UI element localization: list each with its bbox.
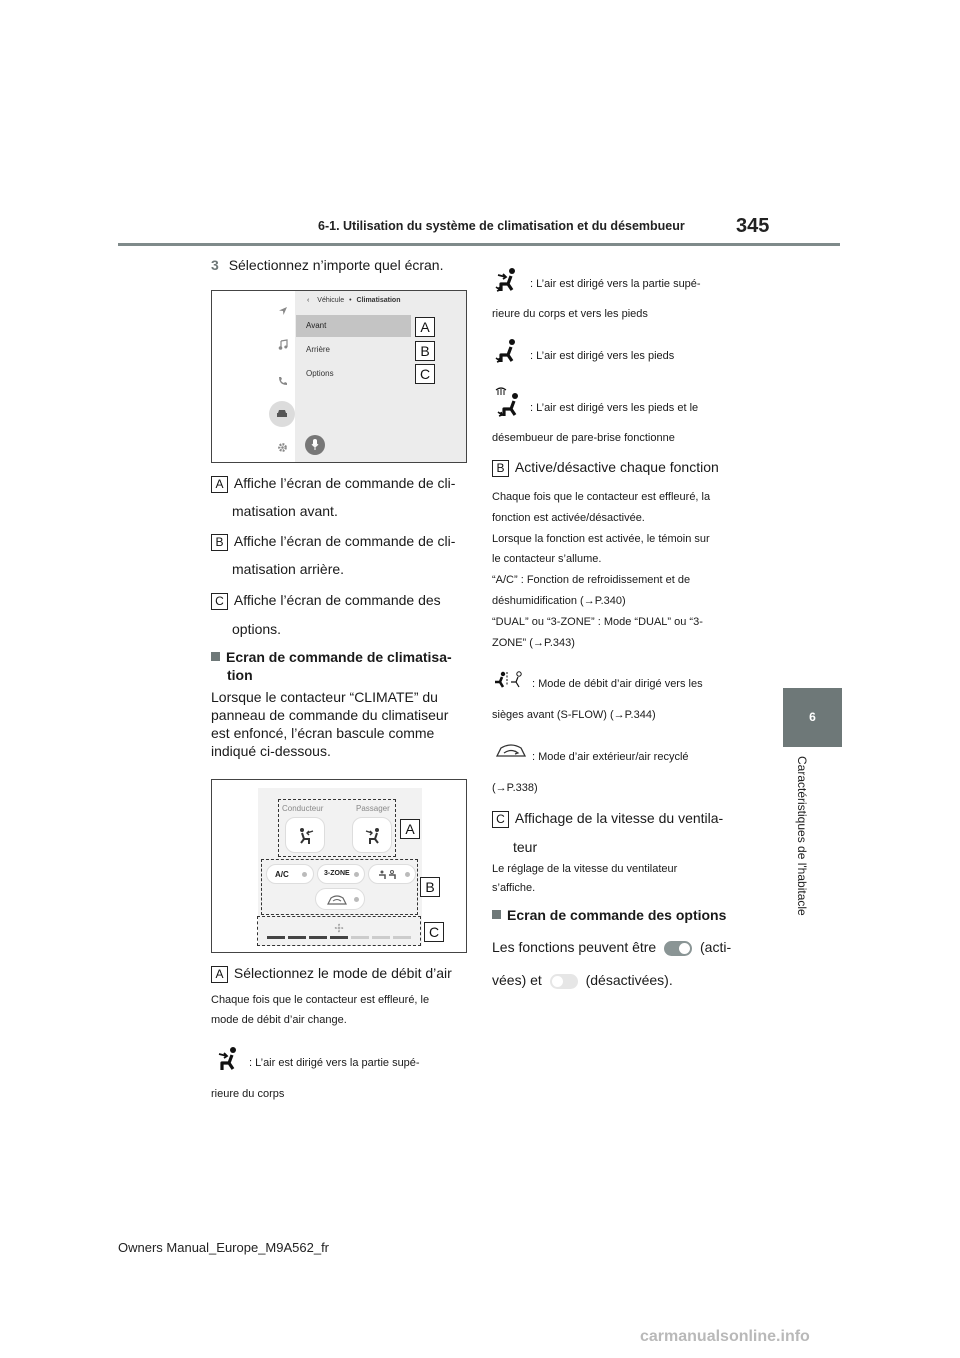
recirc-text: : Mode d’air extérieur/air recyclé [532,751,689,763]
step-text: Sélectionnez n’importe quel écran. [228,257,444,273]
section-b-title [492,458,719,477]
callout-c: C [415,364,435,384]
desc-a [211,474,455,493]
menu-item-label: Avant [306,321,327,330]
section-a-p1: Chaque fois que le contacteur est effleuré, le [211,994,430,1006]
mode1-text-b: rieure du corps [211,1088,285,1100]
mode4-text-b: désembueur de pare-brise fonctionne [492,432,675,444]
screen-climate-menu [211,290,467,463]
section-c-p2: s’affiche. [492,882,536,894]
mode3-text: : L’air est dirigé vers les pieds [530,350,675,362]
recirc-text-b: (→P.338) [492,782,538,794]
sflow-indicator [405,872,410,877]
para-line: indiqué ci-dessous. [211,743,331,759]
fan-segment [393,936,411,939]
breadcrumb-vehicle[interactable]: Véhicule [317,297,345,304]
sflow-icon [377,869,399,881]
fan-segment [288,936,306,939]
toggle-off-icon [550,974,578,989]
sflow-button[interactable] [368,864,416,884]
section-c-title-2: teur [513,839,538,855]
recirculation-car-icon [494,742,528,765]
desc-b-line2: matisation arrière. [232,561,345,577]
airflow-feet-icon [495,338,521,369]
mode2-text-a: : L’air est dirigé vers la partie supé- [530,278,701,290]
ac-indicator [302,872,307,877]
para-line: est enfoncé, l’écran bascule comme [211,725,435,741]
ac-button[interactable] [266,864,314,884]
body-line: “DUAL” ou “3-ZONE” : Mode “DUAL” ou “3- [492,615,703,628]
airflow-face-feet-icon [495,267,521,298]
options-text4: (désactivées). [585,972,673,988]
menu-item-label: Arrière [306,345,331,354]
fan-segment [330,936,348,939]
menu-item-label: Options [306,369,334,378]
sflow-seat-icon [494,671,528,694]
heading-line1: Ecran de commande de climatisa- [226,649,452,665]
callout-c: C [424,922,444,942]
zone-label: 3-ZONE [324,870,350,877]
section-a-title-text: Sélectionnez le mode de débit d’air [233,965,452,981]
options-text2: (acti- [700,939,732,955]
driver-airflow-button[interactable] [285,817,325,853]
section-c-title-text: Affichage de la vitesse du ventila- [514,810,724,826]
breadcrumb [307,297,400,304]
bullet-square [211,652,220,661]
intro-paragraph [211,688,448,760]
breadcrumb-separator: • [349,297,352,304]
body-line: ZONE” (→P.343) [492,636,575,649]
desc-b-line1: Affiche l’écran de commande de cli- [233,533,456,549]
options-text1: Les fonctions peuvent être [492,939,657,955]
options-text3: vées) et [492,972,542,988]
passenger-label: Passager [356,804,390,813]
zone-indicator [354,872,359,877]
para-line: panneau de commande du climatiseur [211,707,449,723]
mode2-text-b: rieure du corps et vers les pieds [492,308,648,320]
screen-climate-control [211,779,467,953]
chapter-tab: 6 [783,688,842,747]
label-c: C [492,811,509,828]
passenger-airflow-button[interactable] [352,817,392,853]
label-a: A [211,476,228,493]
menu-item-avant[interactable] [296,315,411,337]
page-number: 345 [736,215,770,237]
section-c-title [492,809,723,828]
nav-arrow-icon[interactable] [278,303,288,321]
body-line: fonction est activée/désactivée. [492,511,645,524]
heading-options-text: Ecran de commande des options [507,907,727,923]
mode4-text-a: : L’air est dirigé vers les pieds et le [530,402,699,414]
sflow-text-b: sièges avant (S-FLOW) (→P.344) [492,709,656,721]
section-c-p1: Le réglage de la vitesse du ventilateur [492,863,678,875]
options-line2 [492,971,673,989]
callout-b: B [420,877,440,897]
step-3 [211,256,443,274]
airflow-body-icon [296,826,316,846]
heading-climate-screen [211,648,452,666]
sflow-text: : Mode de débit d’air dirigé vers les [532,678,703,690]
body-line: Lorsque la fonction est activée, le témoin sur [492,532,710,545]
fan-segment [309,936,327,939]
bullet-square [492,910,501,919]
airflow-feet-defrost-icon [494,386,524,423]
fan-segment [267,936,285,939]
phone-icon[interactable] [278,373,288,391]
label-b: B [211,534,228,551]
mode1-text-a: : L’air est dirigé vers la partie supé- [249,1057,420,1069]
para-line: Lorsque le contacteur “CLIMATE” du [211,689,438,705]
fan-speed-bar[interactable] [267,936,413,939]
desc-c-line2: options. [232,621,282,637]
microphone-icon[interactable] [305,435,325,455]
header-rule [118,243,840,246]
body-line: déshumidification (→P.340) [492,594,626,607]
vehicle-icon[interactable] [269,401,295,427]
breadcrumb-climate: Climatisation [356,297,401,304]
settings-gear-icon[interactable] [277,440,288,458]
zone-button[interactable] [317,864,365,884]
desc-a-line1: Affiche l’écran de commande de cli- [233,475,456,491]
desc-c-line1: Affiche l’écran de commande des [233,592,441,608]
label-c: C [211,593,228,610]
label-b: B [492,460,509,477]
recirculation-button[interactable] [315,888,365,910]
watermark: carmanualsonline.info [640,1328,810,1345]
desc-b [211,532,455,551]
section-a-title [211,964,452,983]
toggle-on-icon [664,941,692,956]
menu-item-arriere[interactable] [296,339,411,361]
body-line: Chaque fois que le contacteur est effleuré, la [492,491,711,503]
section-b-body [492,487,710,653]
callout-a: A [415,317,435,337]
fan-segment [351,936,369,939]
options-line1 [492,938,731,956]
body-line: “A/C” : Fonction de refroidissement et de [492,574,691,587]
back-chevron-icon[interactable]: ‹ [307,297,310,304]
body-line: le contacteur s’allume. [492,553,602,566]
recirculation-indicator [354,897,359,902]
section-b-title-text: Active/désactive chaque fonction [514,459,719,475]
step-number: 3 [211,257,219,273]
recirculation-icon [326,894,348,906]
airflow-body-icon [363,826,383,846]
manual-id: Owners Manual_Europe_M9A562_fr [118,1240,330,1255]
callout-b: B [415,341,435,361]
callout-a: A [400,819,420,839]
menu-item-options[interactable] [296,363,411,385]
section-title: 6-1. Utilisation du système de climatisation et du désembueur [318,219,685,233]
driver-label: Conducteur [282,804,324,813]
ac-label: A/C [275,870,289,879]
fan-segment [372,936,390,939]
chapter-label: Caractéristiques de l'habitacle [795,756,809,916]
airflow-face-icon [216,1046,242,1077]
section-a-p2: mode de débit d’air change. [211,1014,347,1026]
heading-options [492,906,726,924]
desc-a-line2: matisation avant. [232,503,338,519]
music-icon[interactable] [278,337,288,355]
desc-c [211,591,441,610]
label-a: A [211,966,228,983]
heading-line2: tion [227,667,253,683]
